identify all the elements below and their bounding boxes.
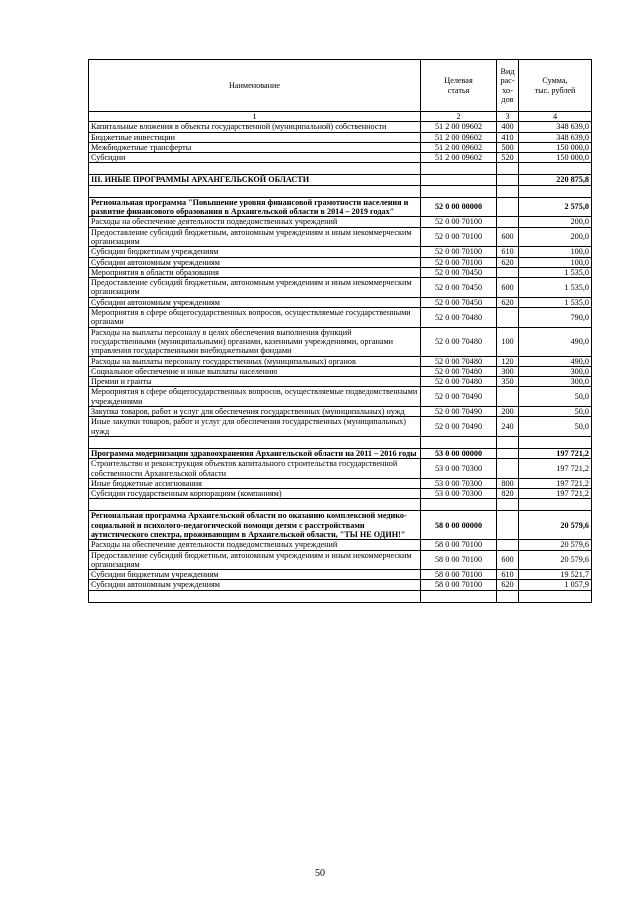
- cell-type: 820: [497, 489, 519, 499]
- cell-sum: 20 579,6: [519, 540, 592, 550]
- empty-cell: [89, 163, 421, 175]
- empty-cell: [421, 163, 497, 175]
- empty-cell: [519, 436, 592, 448]
- cell-type: 610: [497, 247, 519, 257]
- cell-code: 51 2 00 09602: [421, 122, 497, 132]
- cell-sum: 19 521,7: [519, 570, 592, 580]
- column-number: 4: [519, 112, 592, 122]
- cell-type: [497, 217, 519, 227]
- cell-code: 58 0 00 70100: [421, 580, 497, 590]
- program-row: [89, 511, 592, 540]
- empty-cell: [519, 590, 592, 602]
- spacer-row: [89, 499, 592, 511]
- cell-code: 53 0 00 00000: [421, 448, 497, 458]
- cell-name: Расходы на выплаты персоналу государственных (муниципальных) органов: [89, 356, 421, 366]
- cell-sum: 790,0: [519, 308, 592, 328]
- cell-type: 500: [497, 142, 519, 152]
- cell-sum: 300,0: [519, 366, 592, 376]
- cell-name: Расходы на выплаты персоналу в целях обеспечения выполнения функций государственными (муниципальными) органами, казенными учреждениями, органами управления государственными внебюджетными фондами: [89, 327, 421, 356]
- cell-type: [497, 387, 519, 407]
- cell-type: 100: [497, 327, 519, 356]
- table-row: [89, 550, 592, 570]
- table-row: [89, 217, 592, 227]
- cell-sum: 490,0: [519, 327, 592, 356]
- empty-cell: [421, 185, 497, 197]
- empty-cell: [519, 185, 592, 197]
- cell-sum: 197 721,2: [519, 448, 592, 458]
- empty-cell: [89, 185, 421, 197]
- empty-cell: [519, 163, 592, 175]
- cell-code: 52 0 00 70480: [421, 327, 497, 356]
- empty-cell: [497, 436, 519, 448]
- cell-sum: 100,0: [519, 247, 592, 257]
- table-row: [89, 297, 592, 307]
- table-row: [89, 387, 592, 407]
- cell-type: 620: [497, 580, 519, 590]
- table-row: [89, 132, 592, 142]
- cell-type: [497, 540, 519, 550]
- empty-cell: [497, 163, 519, 175]
- cell-type: [497, 197, 519, 217]
- cell-name: Строительство и реконструкция объектов капитального строительства государственной собственности Архангельской области: [89, 459, 421, 479]
- cell-name: Предоставление субсидий бюджетным, автономным учреждениям и иным некоммерческим организациям: [89, 278, 421, 298]
- cell-code: 53 0 00 70300: [421, 459, 497, 479]
- table-row: [89, 478, 592, 488]
- cell-type: 300: [497, 366, 519, 376]
- column-number: 3: [497, 112, 519, 122]
- cell-sum: 50,0: [519, 407, 592, 417]
- column-number-row: [89, 112, 592, 122]
- spacer-row: [89, 185, 592, 197]
- table-row: [89, 356, 592, 366]
- cell-code: 52 0 00 70100: [421, 257, 497, 267]
- cell-sum: 1 535,0: [519, 278, 592, 298]
- cell-code: 51 2 00 09602: [421, 153, 497, 163]
- cell-sum: 50,0: [519, 387, 592, 407]
- cell-code: 52 0 00 70490: [421, 417, 497, 437]
- cell-code: 52 0 00 70480: [421, 356, 497, 366]
- cell-type: 120: [497, 356, 519, 366]
- table-row: [89, 247, 592, 257]
- table-row: [89, 142, 592, 152]
- cell-type: [497, 308, 519, 328]
- table-row: [89, 278, 592, 298]
- cell-sum: 490,0: [519, 356, 592, 366]
- cell-type: 240: [497, 417, 519, 437]
- cell-sum: 200,0: [519, 217, 592, 227]
- empty-cell: [89, 590, 421, 602]
- cell-code: 52 0 00 70480: [421, 377, 497, 387]
- empty-cell: [421, 590, 497, 602]
- empty-cell: [497, 590, 519, 602]
- cell-code: 51 2 00 09602: [421, 132, 497, 142]
- table-header-row: [89, 60, 592, 112]
- cell-type: 600: [497, 550, 519, 570]
- table-row: [89, 489, 592, 499]
- cell-name: Социальное обеспечение и иные выплаты населению: [89, 366, 421, 376]
- cell-name: Субсидии автономным учреждениям: [89, 257, 421, 267]
- cell-type: 600: [497, 227, 519, 247]
- cell-name: Предоставление субсидий бюджетным, автономным учреждениям и иным некоммерческим организациям: [89, 227, 421, 247]
- cell-type: 600: [497, 278, 519, 298]
- cell-code: 52 0 00 70100: [421, 247, 497, 257]
- cell-code: 52 0 00 70450: [421, 267, 497, 277]
- table-row: [89, 377, 592, 387]
- cell-name: Мероприятия в сфере общегосударственных вопросов, осуществляемые подведомственными учреждениями: [89, 387, 421, 407]
- cell-sum: 197 721,2: [519, 478, 592, 488]
- table-row: [89, 580, 592, 590]
- cell-sum: 300,0: [519, 377, 592, 387]
- cell-name: Иные бюджетные ассигнования: [89, 478, 421, 488]
- table-row: [89, 570, 592, 580]
- cell-type: [497, 459, 519, 479]
- table-row: [89, 327, 592, 356]
- table-row: [89, 459, 592, 479]
- cell-name: Закупка товаров, работ и услуг для обеспечения государственных (муниципальных) нужд: [89, 407, 421, 417]
- cell-code: 52 0 00 70490: [421, 407, 497, 417]
- cell-name: Региональная программа Архангельской области по оказанию комплексной медико-социальной и психолого-педагогической помощи детям с расстройствами аутистического спектра, проживающим в Архангельской области, "ТЫ НЕ ОДИН!": [89, 511, 421, 540]
- cell-name: Субсидии автономным учреждениям: [89, 297, 421, 307]
- cell-sum: 348 639,0: [519, 122, 592, 132]
- cell-sum: 197 721,2: [519, 489, 592, 499]
- cell-sum: 150 000,0: [519, 153, 592, 163]
- cell-name: Региональная программа "Повышение уровня финансовой грамотности населения и развитие финансового образования в Архангельской области в 2014 – 2019 годах": [89, 197, 421, 217]
- table-row: [89, 417, 592, 437]
- cell-name: Программа модернизации здравоохранения Архангельской области на 2011 – 2016 годы: [89, 448, 421, 458]
- cell-type: 400: [497, 122, 519, 132]
- cell-sum: 20 579,6: [519, 511, 592, 540]
- cell-name: Предоставление субсидий бюджетным, автономным учреждениям и иным некоммерческим организациям: [89, 550, 421, 570]
- cell-type: [497, 511, 519, 540]
- cell-name: Субсидии государственным корпорациям (компаниям): [89, 489, 421, 499]
- header-code: Целевая статья: [421, 60, 497, 112]
- table-row: [89, 122, 592, 132]
- cell-name: Расходы на обеспечение деятельности подведомственных учреждений: [89, 540, 421, 550]
- cell-sum: 100,0: [519, 257, 592, 267]
- header-name: Наименование: [89, 60, 421, 112]
- cell-code: 52 0 00 70480: [421, 308, 497, 328]
- cell-type: 620: [497, 257, 519, 267]
- spacer-row: [89, 436, 592, 448]
- cell-code: 53 0 00 70300: [421, 478, 497, 488]
- table-row: [89, 308, 592, 328]
- cell-name: Премии и гранты: [89, 377, 421, 387]
- cell-code: 58 0 00 70100: [421, 540, 497, 550]
- cell-type: 610: [497, 570, 519, 580]
- cell-name: Субсидии: [89, 153, 421, 163]
- cell-sum: 220 875,8: [519, 175, 592, 185]
- program-row: [89, 448, 592, 458]
- cell-name: Капитальные вложения в объекты государственной (муниципальной) собственности: [89, 122, 421, 132]
- spacer-row: [89, 163, 592, 175]
- cell-name: Мероприятия в области образования: [89, 267, 421, 277]
- cell-sum: 197 721,2: [519, 459, 592, 479]
- cell-sum: 150 000,0: [519, 142, 592, 152]
- cell-sum: 200,0: [519, 227, 592, 247]
- page-number: 50: [315, 868, 325, 879]
- cell-code: 58 0 00 70100: [421, 550, 497, 570]
- table-row: [89, 153, 592, 163]
- cell-code: 52 0 00 70480: [421, 366, 497, 376]
- cell-code: 58 0 00 70100: [421, 570, 497, 580]
- cell-sum: 2 575,0: [519, 197, 592, 217]
- cell-name: Мероприятия в сфере общегосударственных вопросов, осуществляемые государственными органами: [89, 308, 421, 328]
- program-row: [89, 197, 592, 217]
- cell-code: [421, 175, 497, 185]
- cell-sum: 50,0: [519, 417, 592, 437]
- table-row: [89, 540, 592, 550]
- cell-type: 620: [497, 297, 519, 307]
- program-row: [89, 175, 592, 185]
- cell-name: Субсидии бюджетным учреждениям: [89, 570, 421, 580]
- cell-sum: 1 057,9: [519, 580, 592, 590]
- cell-type: [497, 175, 519, 185]
- cell-name: Иные закупки товаров, работ и услуг для обеспечения государственных (муниципальных) нужд: [89, 417, 421, 437]
- cell-code: 58 0 00 00000: [421, 511, 497, 540]
- cell-name: Расходы на обеспечение деятельности подведомственных учреждений: [89, 217, 421, 227]
- cell-code: 52 0 00 70450: [421, 278, 497, 298]
- cell-code: 52 0 00 70490: [421, 387, 497, 407]
- column-number: 2: [421, 112, 497, 122]
- empty-cell: [89, 436, 421, 448]
- table-row: [89, 407, 592, 417]
- cell-type: 350: [497, 377, 519, 387]
- cell-code: 52 0 00 70100: [421, 227, 497, 247]
- cell-name: III. ИНЫЕ ПРОГРАММЫ АРХАНГЕЛЬСКОЙ ОБЛАСТИ: [89, 175, 421, 185]
- cell-sum: 1 535,0: [519, 267, 592, 277]
- table-row: [89, 227, 592, 247]
- cell-type: 410: [497, 132, 519, 142]
- cell-name: Субсидии бюджетным учреждениям: [89, 247, 421, 257]
- header-type: Вид рас- хо- дов: [497, 60, 519, 112]
- cell-sum: 348 639,0: [519, 132, 592, 142]
- cell-code: 52 0 00 00000: [421, 197, 497, 217]
- empty-cell: [421, 499, 497, 511]
- empty-cell: [89, 499, 421, 511]
- cell-type: 200: [497, 407, 519, 417]
- cell-type: [497, 267, 519, 277]
- cell-type: [497, 448, 519, 458]
- cell-code: 52 0 00 70450: [421, 297, 497, 307]
- empty-cell: [497, 499, 519, 511]
- cell-name: Субсидии автономным учреждениям: [89, 580, 421, 590]
- column-number: 1: [89, 112, 421, 122]
- cell-type: 520: [497, 153, 519, 163]
- cell-sum: 20 579,6: [519, 550, 592, 570]
- table-row: [89, 257, 592, 267]
- table-row: [89, 366, 592, 376]
- table-row: [89, 267, 592, 277]
- cell-code: 51 2 00 09602: [421, 142, 497, 152]
- cell-code: 53 0 00 70300: [421, 489, 497, 499]
- cell-name: Бюджетные инвестиции: [89, 132, 421, 142]
- cell-name: Межбюджетные трансферты: [89, 142, 421, 152]
- empty-cell: [497, 185, 519, 197]
- empty-cell: [421, 436, 497, 448]
- header-sum: Сумма, тыс. рублей: [519, 60, 592, 112]
- spacer-row: [89, 590, 592, 602]
- budget-table: [88, 59, 592, 603]
- cell-code: 52 0 00 70100: [421, 217, 497, 227]
- cell-type: 800: [497, 478, 519, 488]
- empty-cell: [519, 499, 592, 511]
- cell-sum: 1 535,0: [519, 297, 592, 307]
